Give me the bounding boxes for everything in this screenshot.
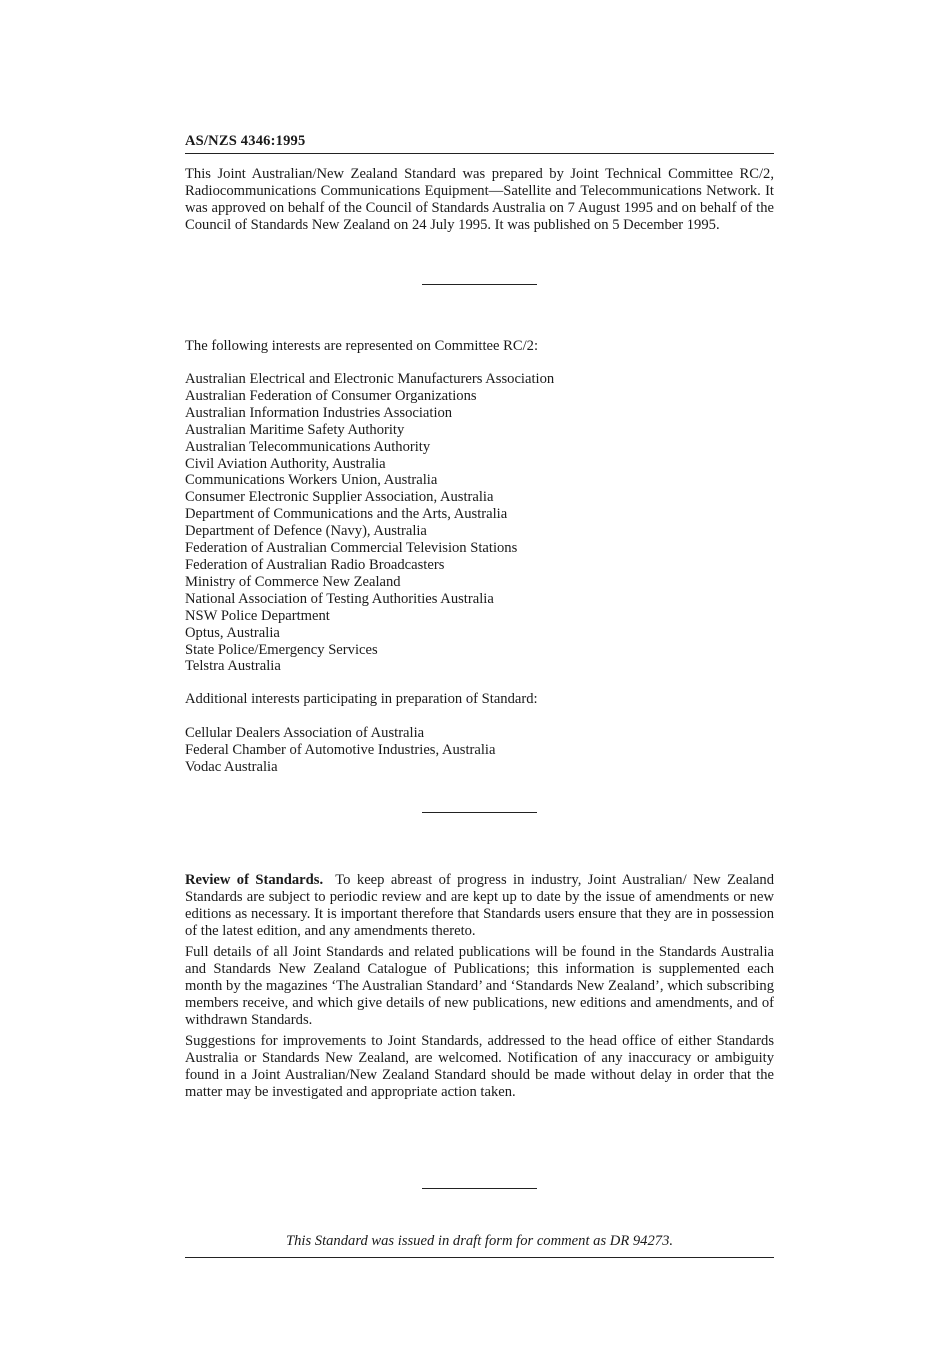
section-divider — [422, 284, 537, 285]
list-item: Cellular Dealers Association of Australia — [185, 725, 425, 741]
header-rule — [185, 153, 774, 154]
section-divider — [422, 812, 537, 813]
list-item: NSW Police Department — [185, 607, 330, 624]
additional-interests-intro: Additional interests participating in preparation of Standard: — [185, 691, 538, 707]
review-paragraph: Suggestions for improvements to Joint Standards, addressed to the head office of either Standards Australia or Standards New Zealand, are welcomed. Notification of any inaccuracy or ambiguity found in a Joint Australian/New Zealand Standard should be made without delay in order that the matter may be investigated and appropriate action taken. — [185, 1033, 774, 1100]
list-item: Vodac Australia — [185, 759, 278, 775]
review-section — [185, 872, 774, 1105]
additional-member-list — [185, 725, 495, 776]
review-text: To keep abreast of progress in industry, Joint Australian/ New Zealand Standards are subject to periodic review and are kept up to date by the issue of amendments or new editions as necessary. It is important therefore that Standards users ensure that they are in possession of the latest edition, and any amendments thereto. — [185, 872, 775, 939]
review-paragraph: Full details of all Joint Standards and related publications will be found in the Standards Australia and Standards New Zealand Catalogue of Publications; this information is supplemented each month by the magazines ‘The Australian Standard’ and ‘Standards New Zealand’, which subscribing members receive, and which give details of new publications, new editions and amendments, and of withdrawn Standards. — [185, 944, 774, 1028]
list-item: Ministry of Commerce New Zealand — [185, 573, 401, 590]
list-item: Consumer Electronic Supplier Association, Australia — [185, 489, 494, 506]
list-item: Federation of Australian Commercial Television Stations — [185, 540, 518, 557]
list-item: Optus, Australia — [185, 624, 280, 641]
document-id: AS/NZS 4346:1995 — [185, 133, 306, 149]
list-item: Australian Telecommunications Authority — [185, 438, 431, 455]
preamble-paragraph: This Joint Australian/New Zealand Standard was prepared by Joint Technical Committee RC/2, Radiocommunications Communications Equipment—Satellite and Telecommunications Network. It was approved on behalf of the Council of Standards Australia on 7 August 1995 and on behalf of the Council of Standards New Zealand on 24 July 1995. It was published on 5 December 1995. — [185, 166, 774, 233]
list-item: Civil Aviation Authority, Australia — [185, 455, 386, 472]
list-item: National Association of Testing Authorities Australia — [185, 590, 494, 607]
list-item: Telstra Australia — [185, 658, 281, 675]
interests-intro: The following interests are represented on Committee RC/2: — [185, 338, 539, 354]
list-item: Australian Maritime Safety Authority — [185, 421, 405, 438]
list-item: Department of Defence (Navy), Australia — [185, 523, 427, 540]
list-item: Federation of Australian Radio Broadcasters — [185, 556, 445, 573]
list-item: Federal Chamber of Automotive Industries, Australia — [185, 742, 496, 758]
list-item: Department of Communications and the Arts, Australia — [185, 506, 508, 523]
list-item: State Police/Emergency Services — [185, 641, 378, 658]
review-heading: Review of Standards. — [185, 872, 324, 888]
list-item: Communications Workers Union, Australia — [185, 472, 438, 489]
review-paragraph — [185, 872, 774, 940]
list-item: Australian Information Industries Association — [185, 404, 453, 421]
section-divider — [422, 1188, 537, 1189]
list-item: Australian Electrical and Electronic Manufacturers Association — [185, 371, 555, 387]
list-item: Australian Federation of Consumer Organizations — [185, 387, 477, 404]
footer-rule — [185, 1257, 774, 1258]
draft-note: This Standard was issued in draft form for comment as DR 94273. — [285, 1233, 674, 1249]
member-list — [185, 371, 554, 675]
